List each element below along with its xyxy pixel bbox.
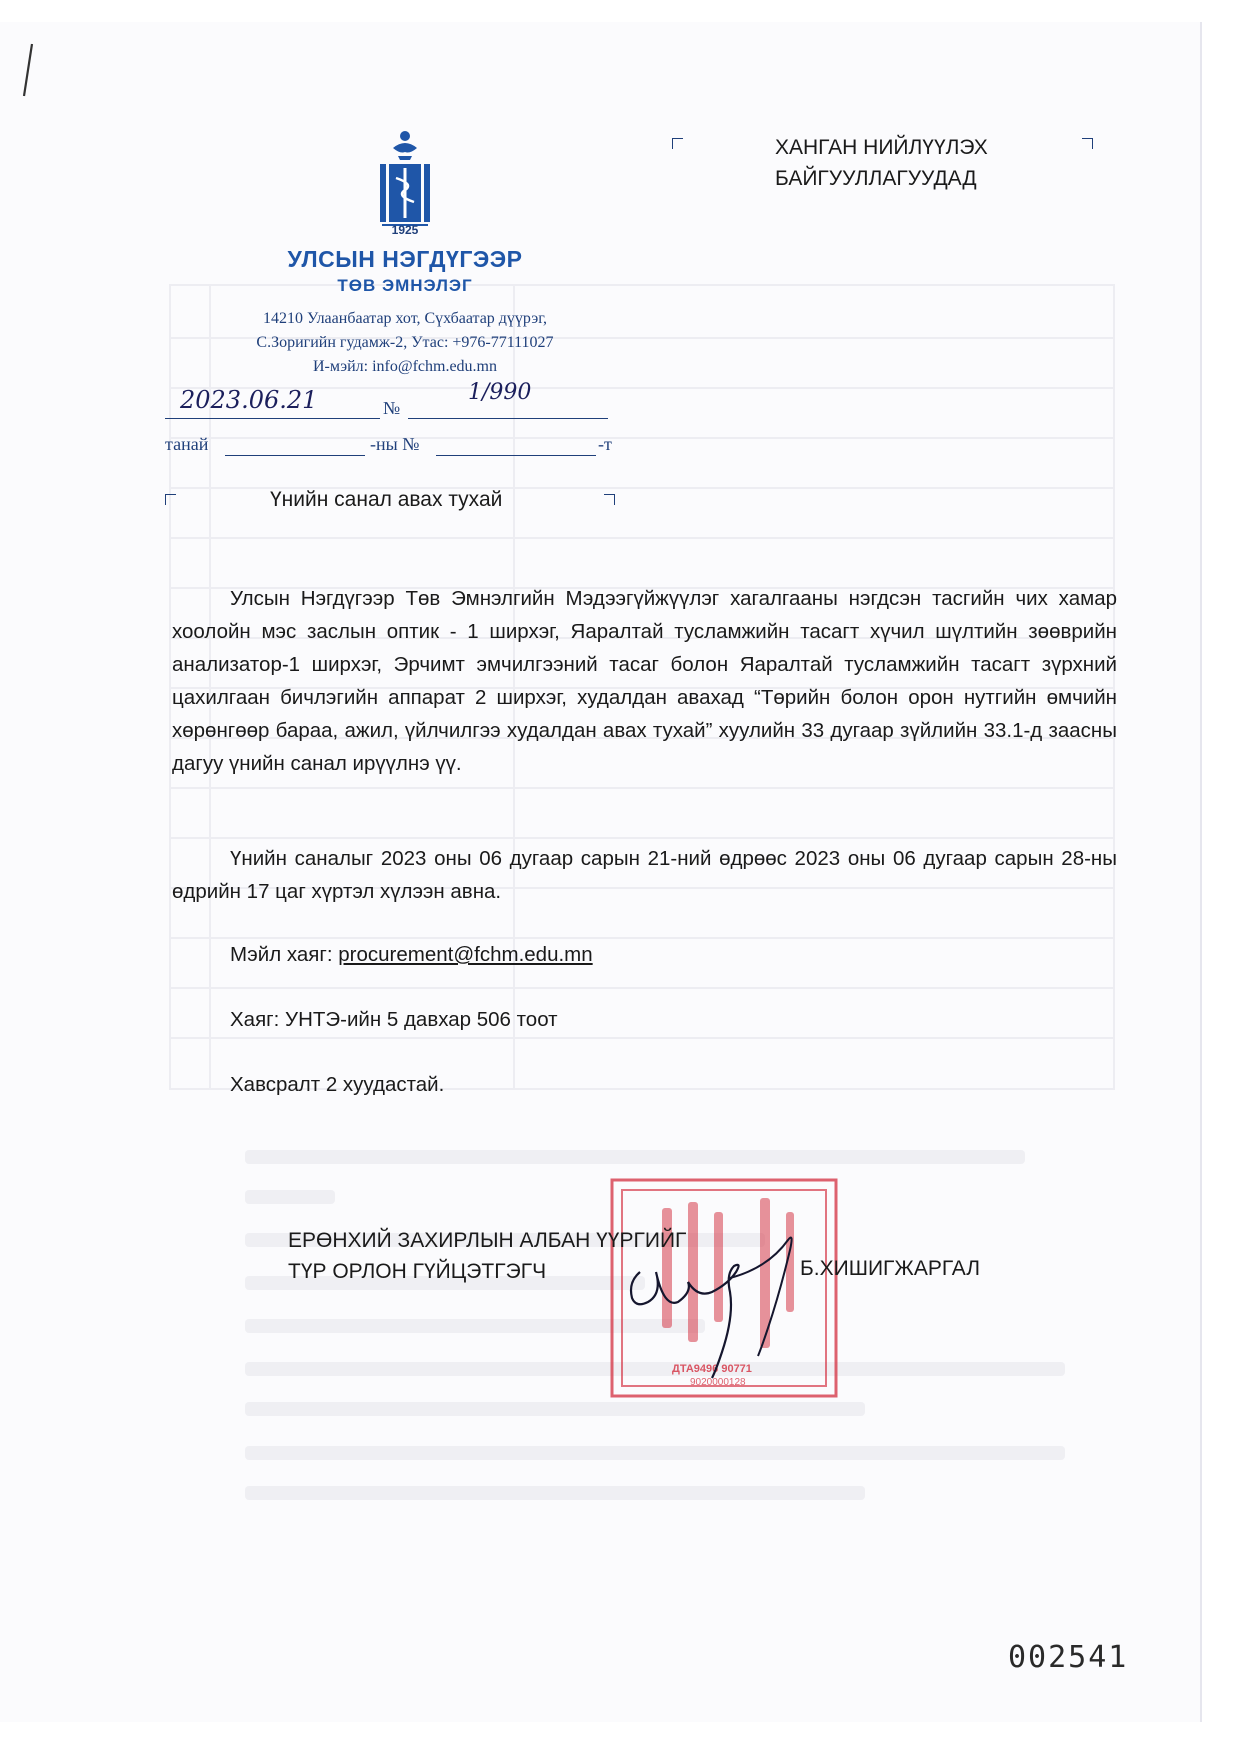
body-paragraph-2-text: Үнийн саналыг 2023 оны 06 дугаар сарын 21-ний өдрөөс 2023 оны 06 дугаар сарын 28-ны өдрийн 17 цаг хүртэл хүлээн авна. [172, 847, 1117, 903]
recipient-corner-left [672, 138, 683, 149]
number-label: № [383, 398, 401, 418]
org-name-line1: УЛСЫН НЭГДҮГЭЭР [287, 246, 523, 272]
handwritten-number: 1/990 [468, 380, 532, 405]
org-name-line2: ТӨВ ЭМНЭЛЭГ [337, 276, 473, 295]
body-paragraph-1 [172, 582, 1117, 780]
signatory-title-line2: ТҮР ОРЛОН ГҮЙЦЭТГЭГЧ [288, 1260, 547, 1283]
letter-subject: Үнийн санал авах тухай [270, 488, 503, 511]
handwritten-signature [618, 1232, 838, 1382]
org-address-line2: С.Зоригийн гудамж-2, Утас: +976-77111027 [256, 334, 554, 351]
stamp-number: ДТА9496 90771 [672, 1363, 752, 1375]
of-number-underline [436, 455, 596, 456]
org-address-line1: 14210 Улаанбаатар хот, Сүхбаатар дүүрэг, [263, 310, 547, 327]
org-email-line: И-мэйл: info@fchm.edu.mn [313, 358, 497, 375]
recipient-block [775, 132, 988, 194]
body-paragraph-1-text: Улсын Нэгдүгээр Төв Эмнэлгийн Мэдээгүйжүүлэг хагалгааны нэгдсэн тасгийн чих хамар хоолойн мэс заслын оптик - 1 ширхэг, Яаралтай тусламжийн тасагт хүчил шүлтийн зөөврийн анализатор-1 ширхэг, Эрчимт эмчилгээний тасаг болон Яаралтай тусламжийн тасагт зүрхний цахилгаан бичлэгийн аппарат 2 ширхэг, худалдан авахад “Төрийн болон орон нутгийн өмчийн хөрөнгөөр бараа, ажил, үйлчилгээ худалдан авах тухай” хуулийн 33 дугаар зүйлийн 33.1-д заасны дагуу үнийн санал ирүүлнэ үү. [172, 587, 1117, 775]
number-underline [408, 418, 608, 419]
email-label: Мэйл хаяг: [230, 943, 339, 966]
signatory-title-line1: ЕРӨНХИЙ ЗАХИРЛЫН АЛБАН ҮҮРГИЙГ [288, 1229, 687, 1252]
recipient-line2: БАЙГУУЛЛАГУУДАД [775, 167, 977, 190]
document-serial-number: 002541 [1008, 1640, 1129, 1675]
of-number-label: -ны № [370, 434, 420, 454]
contact-address: Хаяг: УНТЭ-ийн 5 давхар 506 тоот [230, 1008, 558, 1031]
subject-corner-left [165, 494, 176, 505]
your-ref-label: танай [165, 434, 209, 454]
attachment-note: Хавсралт 2 хуудастай. [230, 1073, 445, 1096]
signer-name: Б.ХИШИГЖАРГАЛ [800, 1257, 981, 1280]
your-ref-underline [225, 455, 365, 456]
stamp-number-secondary: 9020000128 [690, 1377, 746, 1388]
date-underline [165, 418, 380, 419]
contact-email-row [230, 943, 593, 967]
recipient-corner-right [1082, 138, 1093, 149]
body-paragraph-2 [172, 842, 1117, 908]
subject-corner-right [604, 494, 615, 505]
recipient-line1: ХАНГАН НИЙЛҮҮЛЭХ [775, 136, 988, 159]
handwritten-date: 2023.06.21 [180, 386, 318, 414]
logo-year: 1925 [391, 223, 419, 237]
margin-pencil-mark [18, 40, 38, 100]
email-link[interactable]: procurement@fchm.edu.mn [338, 943, 593, 966]
ref-suffix: -т [598, 434, 612, 454]
